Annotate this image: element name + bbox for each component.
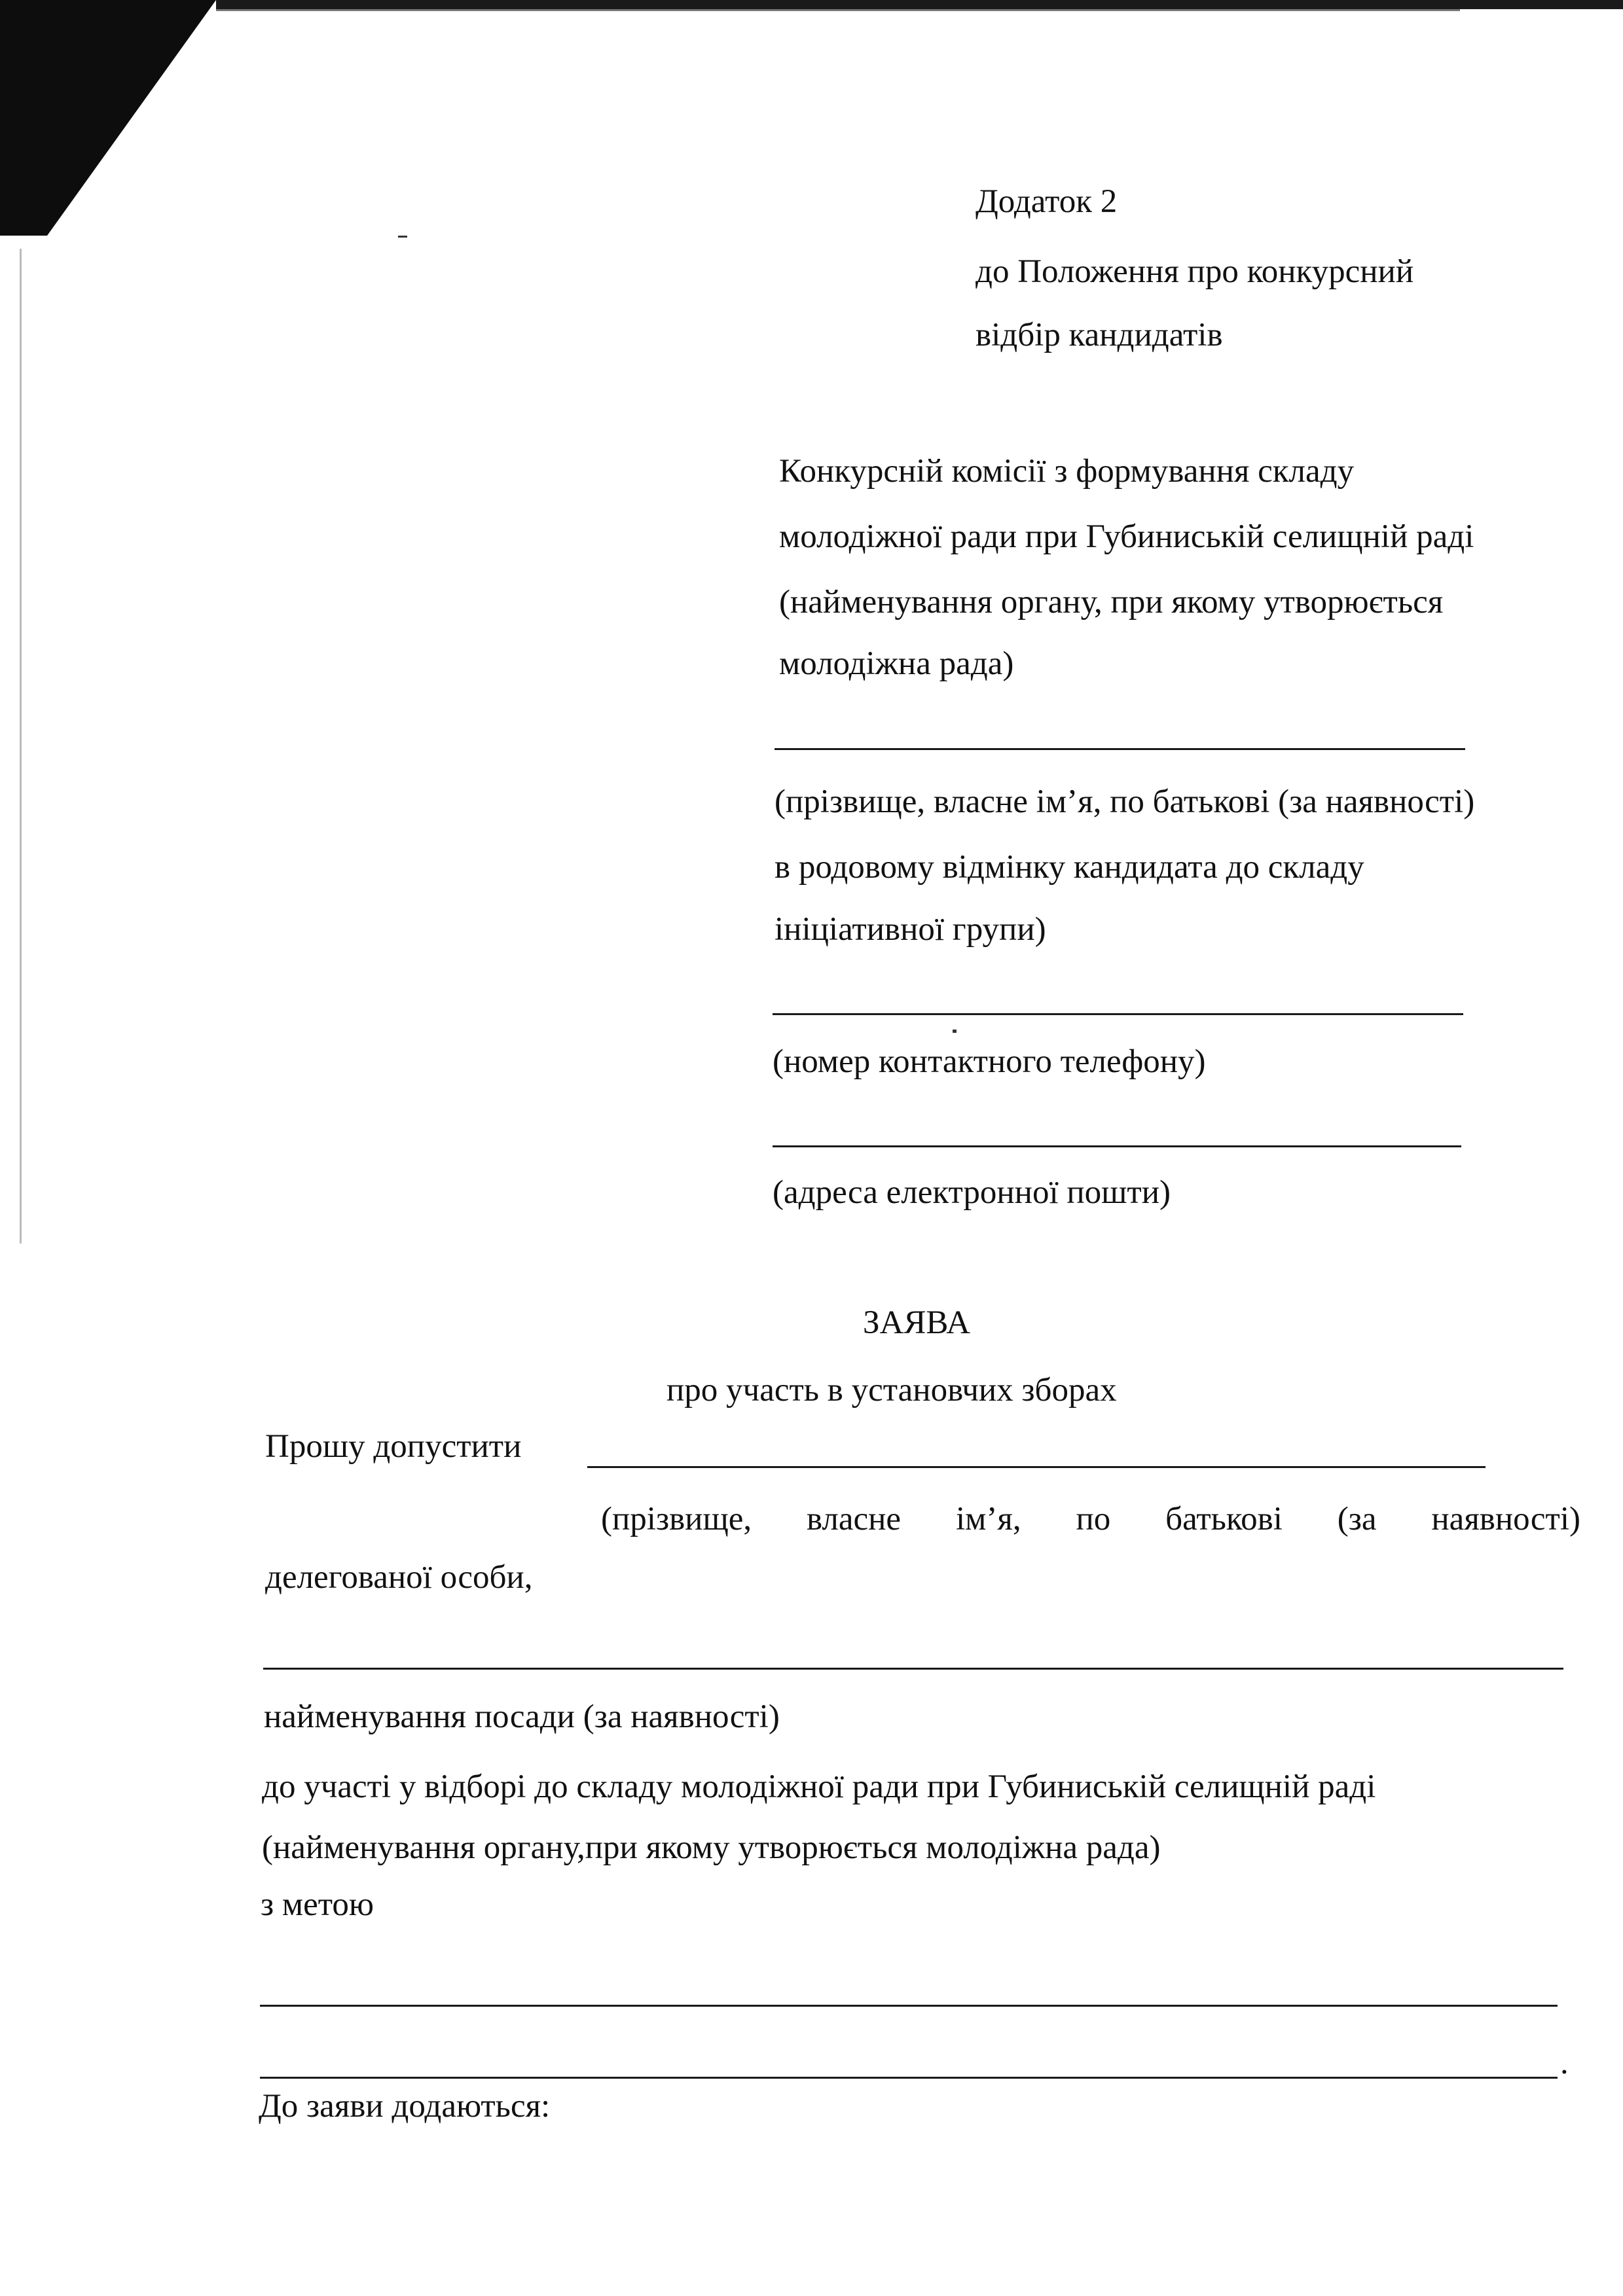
document-title: ЗАЯВА — [863, 1304, 971, 1341]
hint-word: власне — [807, 1501, 902, 1537]
position-hint: найменування посади (за наявності) — [264, 1698, 780, 1735]
addressee-line4: молодіжна рада) — [779, 645, 1014, 682]
delegate-name-field[interactable] — [587, 1466, 1486, 1468]
participation-text: до участі у відборі до складу молодіжної ради при Губиниській селищній раді — [262, 1768, 1376, 1805]
hint-word: (прізвище, — [601, 1501, 752, 1537]
purpose-field-line1[interactable] — [260, 2005, 1558, 2007]
addressee-line2: молодіжної ради при Губиниській селищній раді — [779, 518, 1474, 555]
appendix-line2: до Положення про конкурсний — [976, 253, 1414, 290]
scan-speck — [953, 1030, 957, 1033]
applicant-name-hint3: ініціативної групи) — [775, 911, 1046, 948]
scan-speck — [398, 236, 407, 238]
phone-field[interactable] — [773, 1013, 1463, 1015]
applicant-name-hint1: (прізвище, власне ім’я, по батькові (за наявності) — [775, 783, 1475, 820]
addressee-line3: (найменування органу, при якому утворюється — [779, 584, 1444, 620]
scan-top-edge-shadow — [216, 9, 1460, 11]
purpose-field-line2[interactable] — [260, 2077, 1558, 2079]
appendix-line3: відбір кандидатів — [976, 317, 1223, 353]
hint-word: по — [1076, 1501, 1111, 1537]
email-field[interactable] — [773, 1145, 1461, 1147]
scan-corner-shadow — [0, 0, 236, 236]
purpose-label: з метою — [261, 1886, 374, 1923]
organization-hint: (найменування органу,при якому утворюється молодіжна рада) — [262, 1829, 1161, 1866]
hint-word: (за — [1337, 1501, 1377, 1537]
hint-word: ім’я, — [955, 1501, 1021, 1537]
attachments-label: До заяви додаються: — [259, 2088, 551, 2125]
hint-word: наявності) — [1431, 1501, 1580, 1537]
request-label: Прошу допустити — [265, 1428, 522, 1465]
hint-word: батькові — [1165, 1501, 1283, 1537]
email-hint: (адреса електронної пошти) — [773, 1174, 1171, 1211]
applicant-name-hint2: в родовому відмінку кандидата до складу — [775, 849, 1364, 886]
appendix-number: Додаток 2 — [976, 183, 1118, 220]
document-subtitle: про участь в установчих зборах — [666, 1372, 1117, 1408]
phone-hint: (номер контактного телефону) — [773, 1043, 1206, 1080]
delegate-name-hint — [601, 1499, 1580, 1539]
purpose-end-period: . — [1560, 2045, 1569, 2081]
position-field[interactable] — [263, 1668, 1563, 1670]
applicant-name-field[interactable] — [775, 748, 1465, 750]
addressee-line1: Конкурсній комісії з формування складу — [779, 453, 1355, 490]
delegated-person-text: делегованої особи, — [265, 1559, 533, 1596]
scan-left-edge — [20, 249, 22, 1244]
scan-top-edge — [216, 0, 1623, 9]
